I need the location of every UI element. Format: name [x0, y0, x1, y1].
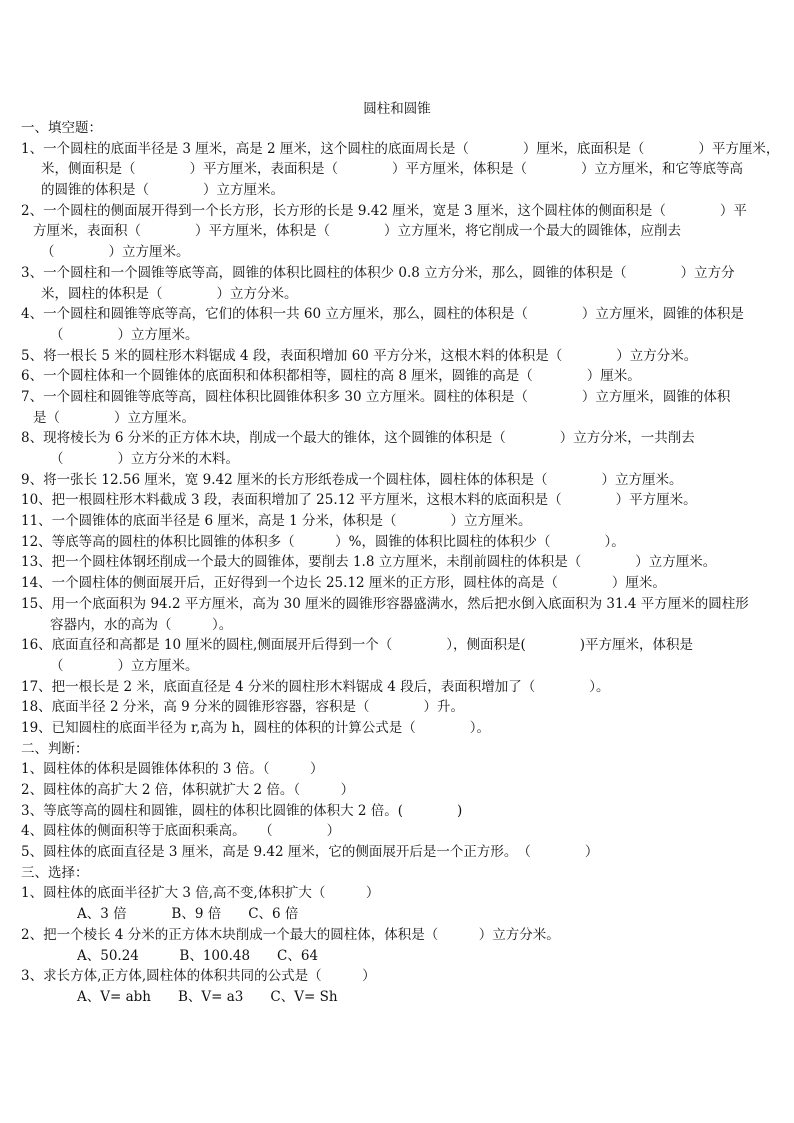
text-line: 2、把一个棱长 4 分米的正方体木块削成一个最大的圆柱体，体积是（ ）立方分米。 [21, 926, 560, 943]
text-line: （ ）立方分米的木料。 [50, 451, 239, 467]
text-line: 4、圆柱体的侧面积等于底面积乘高。 （ ） [21, 823, 341, 840]
text-line: 二、判断： [21, 740, 89, 757]
text-line: 5、将一根长 5 米的圆柱形木料锯成 4 段，表面积增加 60 平方分米，这根木料的体积是（ ）立方分米。 [21, 347, 698, 364]
text-line: 的圆锥的体积是（ ）立方厘米。 [41, 182, 284, 199]
text-line: 11、一个圆锥体的底面半径是 6 厘米，高是 1 分米，体积是（ ）立方厘米。 [21, 513, 532, 530]
text-line: 17、把一根长是 2 米，底面直径是 4 分米的圆柱形木料锯成 4 段后，表面积增加了（ ）。 [21, 678, 610, 695]
text-line: 5、圆柱体的底面直径是 3 厘米，高是 9.42 厘米，它的侧面展开后是一个正方形。 （ ） [21, 844, 599, 861]
text-line: A、V= abh B、V= a3 C、V= Sh [77, 988, 338, 1005]
text-line: 10、把一根圆柱形木料截成 3 段，表面积增加了 25.12 平方厘米，这根木料的底面积是（ ）平方厘米。 [21, 492, 697, 509]
text-line: 一、填空题： [21, 120, 102, 136]
text-line: （ ）立方厘米。 [50, 657, 199, 674]
page-title: 圆柱和圆锥 [363, 101, 431, 117]
text-line: 9、将一张长 12.56 厘米，宽 9.42 厘米的长方形纸卷成一个圆柱体，圆柱体的体积是（ ）立方厘米。 [21, 471, 683, 488]
text-line: 12、等底等高的圆柱的体积比圆锥的体积多（ ）%，圆锥的体积比圆柱的体积少（ ）。 [21, 533, 625, 550]
text-line: 4、一个圆柱和圆锥等底等高，它们的体积一共 60 立方厘米，那么，圆柱的体积是（ ）立方厘米，圆锥的体积是 [21, 306, 744, 323]
text-line: 15、用一个底面积为 94.2 平方厘米，高为 30 厘米的圆锥形容器盛满水，然后把水倒入底面积为 31.4 平方厘米的圆柱形 [21, 595, 749, 612]
text-line: 方厘米，表面积（ ）平方厘米，体积是（ ）立方厘米，将它削成一个最大的圆锥体，应削去 [33, 223, 681, 240]
text-line: 6、一个圆柱体和一个圆锥体的底面积和体积都相等，圆柱的高 8 厘米，圆锥的高是（ ）厘米。 [21, 368, 641, 385]
text-line: 1、一个圆柱的底面半径是 3 厘米，高是 2 厘米，这个圆柱的底面周长是（ ）厘米，底面积是（ ）平方厘米， [21, 140, 780, 157]
text-line: 14、一个圆柱体的侧面展开后，正好得到一个边长 25.12 厘米的正方形，圆柱体的高是（ ）厘米。 [21, 575, 666, 592]
worksheet-body [21, 118, 780, 1008]
text-line: 19、已知圆柱的底面半径为 r,高为 h，圆柱的体积的计算公式是（ ）。 [21, 719, 490, 736]
text-line: 13、把一个圆柱体钢坯削成一个最大的圆锥体，要削去 1.8 立方厘米，未削前圆柱的体积是（ ）立方厘米。 [21, 554, 717, 571]
text-line: 7、一个圆柱和圆锥等底等高，圆柱体积比圆锥体积多 30 立方厘米。圆柱的体积是（ ）立方厘米，圆锥的体积 [21, 388, 731, 405]
text-line: 2、一个圆柱的侧面展开得到一个长方形，长方形的长是 9.42 厘米，宽是 3 厘米，这个圆柱体的侧面积是（ ）平 [21, 202, 747, 219]
text-line: 1、圆柱体的底面半径扩大 3 倍,高不变,体积扩大（ ） [21, 885, 380, 902]
text-line: 16、底面直径和高都是 10 厘米的圆柱,侧面展开后得到一个（ ），侧面积是( )平方厘米，体积是 [21, 637, 694, 654]
text-line: 米，侧面积是（ ）平方厘米，表面积是（ ）平方厘米，体积是（ ）立方厘米，和它等底等高 [41, 161, 743, 178]
text-line: 米，圆柱的体积是（ ）立方分米。 [41, 285, 298, 302]
text-line: 3、求长方体,正方体,圆柱体的体积共同的公式是（ ） [21, 968, 376, 985]
text-line: 3、一个圆柱和一个圆锥等底等高，圆锥的体积比圆柱的体积少 0.8 立方分米，那么，圆锥的体积是（ ）立方分 [21, 264, 735, 281]
text-line: A、3 倍 B、9 倍 C、6 倍 [77, 906, 299, 923]
text-line: 1、圆柱体的体积是圆锥体体积的 3 倍。（ ） [21, 761, 324, 778]
text-line: （ ）立方厘米。 [50, 326, 199, 343]
text-line: 2、圆柱体的高扩大 2 倍，体积就扩大 2 倍。（ ） [21, 782, 355, 798]
text-line: 3、等底等高的圆柱和圆锥，圆柱的体积比圆锥的体积大 2 倍。( ) [21, 802, 463, 819]
text-line: A、50.24 B、100.48 C、64 [77, 947, 319, 964]
text-line: 18、底面半径 2 分米，高 9 分米的圆锥形容器，容积是（ ）升。 [21, 699, 465, 716]
text-line: （ ）立方厘米。 [41, 244, 190, 261]
text-line: 容器内，水的高为（ ）。 [50, 616, 233, 633]
text-line: 8、现将棱长为 6 分米的正方体木块，削成一个最大的锥体，这个圆锥的体积是（ ）立方分米，一共削去 [21, 430, 695, 447]
text-line: 三、选择： [21, 864, 89, 881]
text-line: 是（ ）立方厘米。 [33, 409, 195, 426]
